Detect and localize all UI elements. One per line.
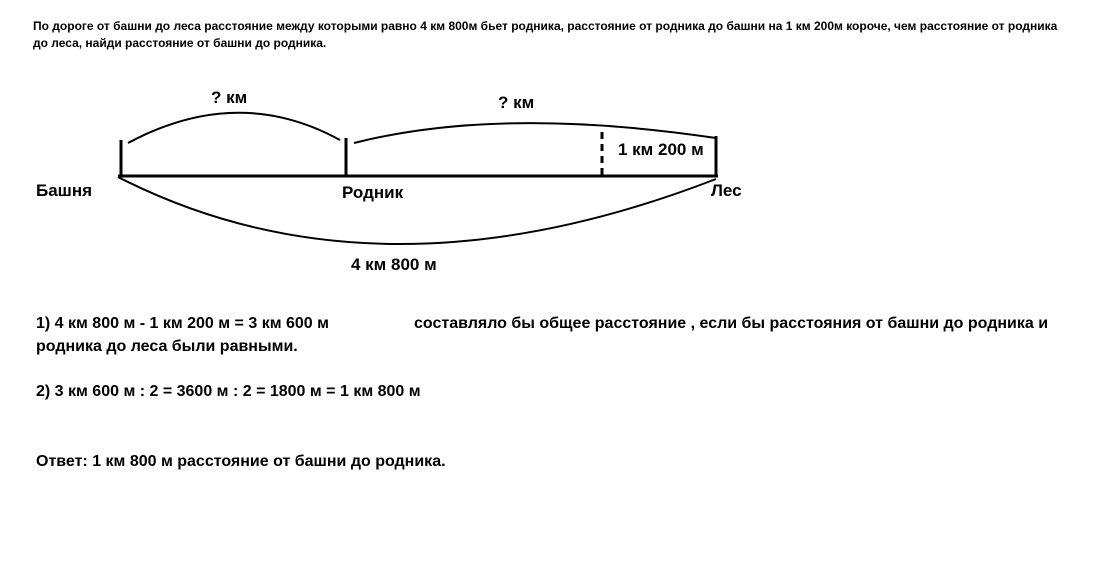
brace-tower-spring (128, 113, 340, 143)
label-unknown-left: ? км (211, 88, 248, 107)
label-spring: Родник (342, 183, 404, 202)
problem-statement: По дороге от башни до леса расстояние между которыми равно 4 км 800м бьет родника, расстояние от родника до башни на 1 км 200м короче, чем расстояние от родника до леса, найди расстояние от башни до родника. (33, 19, 1058, 50)
answer: Ответ: 1 км 800 м расстояние от башни до родника. (36, 453, 446, 470)
solution-step1-calc: 1) 4 км 800 м - 1 км 200 м = 3 км 600 м (36, 315, 329, 332)
solution-step2: 2) 3 км 600 м : 2 = 3600 м : 2 = 1800 м = 1 км 800 м (36, 383, 421, 400)
brace-total (118, 177, 716, 244)
label-difference: 1 км 200 м (618, 140, 704, 159)
label-tower: Башня (36, 181, 93, 200)
label-forest: Лес (711, 181, 742, 200)
solution-step1-text-a: составляло бы общее расстояние , если бы расстояния от башни до родника и (414, 315, 1049, 332)
solution-step1-text-b: родника до леса были равными. (36, 338, 298, 355)
label-total: 4 км 800 м (351, 255, 437, 274)
label-unknown-right: ? км (498, 93, 535, 112)
